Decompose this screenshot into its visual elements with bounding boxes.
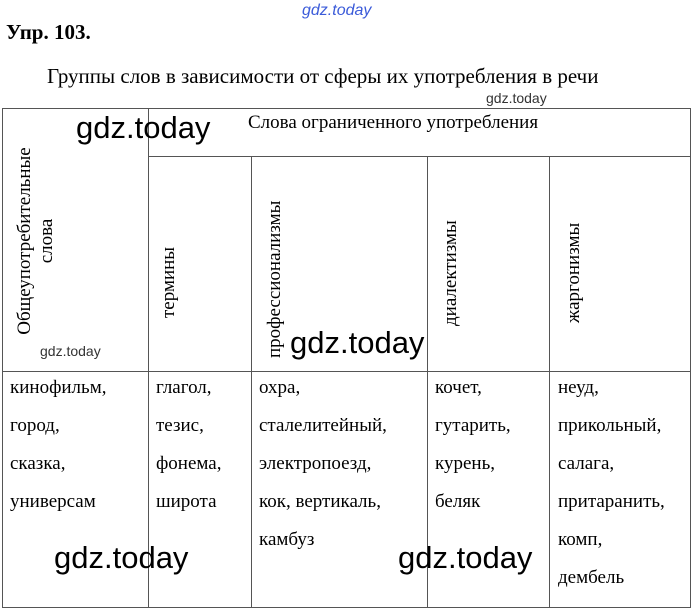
watermark: gdz.today [54, 540, 189, 575]
word: глагол, [156, 377, 212, 398]
watermark: gdz.today [290, 325, 425, 360]
column-divider [251, 156, 252, 608]
watermark: gdz.today [40, 343, 101, 359]
word: электропоезд, [259, 453, 372, 474]
restricted-use-header: Слова ограниченного употребления [248, 112, 539, 133]
watermark: gdz.today [76, 110, 211, 145]
word: беляк [435, 491, 481, 512]
jargonisms-header: жаргонизмы [563, 222, 584, 323]
professionalisms-header: профессионализмы [264, 200, 285, 358]
dialectisms-cell [435, 369, 511, 521]
exercise-title: Упр. 103. [6, 20, 91, 44]
word: кочет, [435, 377, 482, 398]
table-border-top [2, 108, 690, 109]
terms-header: термины [158, 246, 179, 318]
watermark: gdz.today [398, 540, 533, 575]
common-words-header [14, 126, 58, 356]
word: сталелитейный, [259, 415, 387, 436]
table-border-bottom [2, 607, 690, 608]
table-border-right [690, 108, 691, 608]
word: неуд, [558, 377, 599, 398]
common-words-cell [10, 369, 106, 521]
word: широта [156, 491, 217, 512]
word: охра, [259, 377, 301, 398]
jargonisms-cell [558, 369, 665, 597]
common-header-line-2: слова [36, 218, 57, 264]
word: камбуз [259, 529, 315, 550]
word: город, [10, 415, 60, 436]
common-header-line-1: Общеупотребительные [14, 147, 35, 335]
table-caption: Группы слов в зависимости от сферы их употребления в речи [47, 64, 599, 88]
word: прикольный, [558, 415, 662, 436]
word: кинофильм, [10, 377, 107, 398]
word: кок, вертикаль, [259, 491, 381, 512]
watermark: gdz.today [486, 90, 547, 106]
word: гутарить, [435, 415, 511, 436]
word: универсам [10, 491, 96, 512]
terms-cell [156, 369, 222, 521]
word: сказка, [10, 453, 66, 474]
word: тезис, [156, 415, 204, 436]
table-border-left [2, 108, 3, 608]
word: салага, [558, 453, 615, 474]
watermark: gdz.today [302, 2, 372, 19]
word: дембель [558, 567, 625, 588]
column-divider [549, 156, 550, 608]
word: курень, [435, 453, 495, 474]
word: фонема, [156, 453, 222, 474]
professionalisms-cell [259, 369, 387, 559]
column-divider [148, 108, 149, 608]
word: притаранить, [558, 491, 665, 512]
word: комп, [558, 529, 603, 550]
header-divider [148, 156, 690, 157]
dialectisms-header: диалектизмы [440, 220, 461, 326]
